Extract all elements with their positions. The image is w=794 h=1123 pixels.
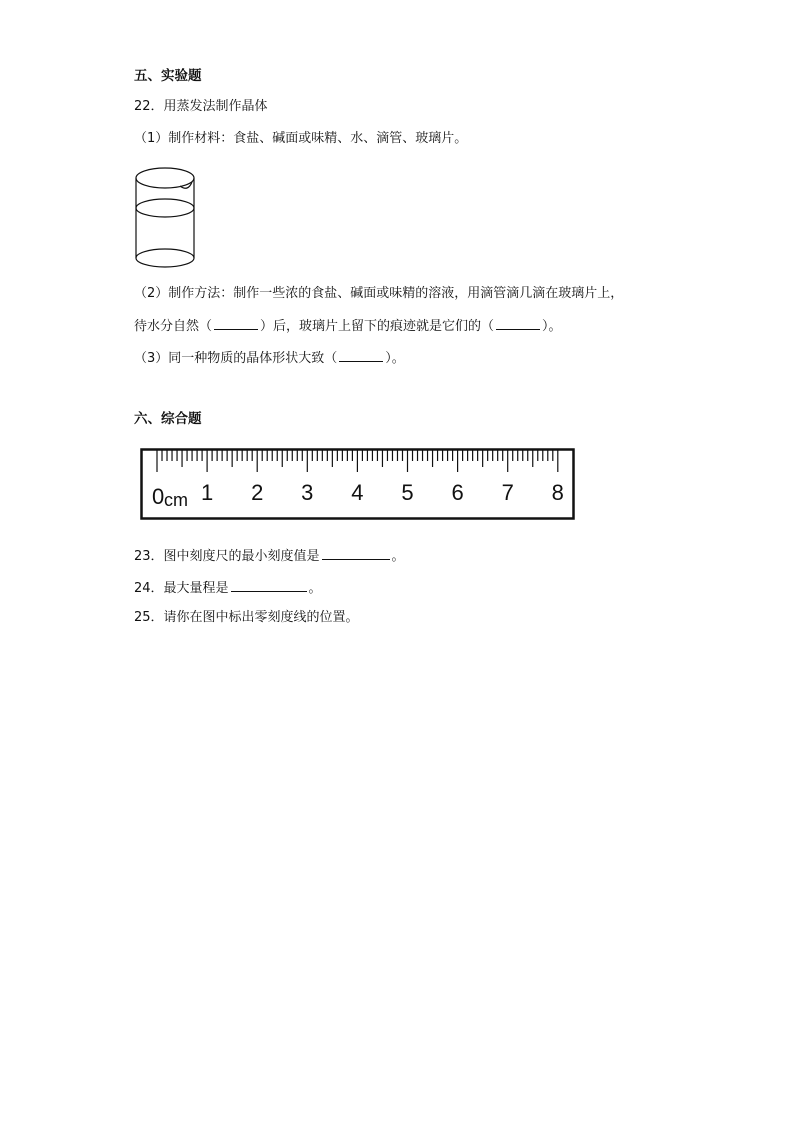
ruler-number-label: 6 [451, 480, 464, 505]
q24 [134, 578, 322, 598]
q23 [134, 546, 405, 566]
q23-text-1: 23．图中刻度尺的最小刻度值是 [134, 549, 320, 564]
q25: 25．请你在图中标出零刻度线的位置。 [134, 610, 359, 625]
q22-shape-text-1: （3）同一种物质的晶体形状大致（ [134, 351, 338, 366]
q24-text-2: 。 [308, 581, 322, 596]
q22-title: 22．用蒸发法制作晶体 [134, 99, 268, 114]
ruler-illustration [140, 448, 576, 522]
q22-method-text-3: ）。 [542, 319, 562, 334]
q22-method-text-1: 待水分自然（ [134, 319, 213, 334]
q22-materials: （1）制作材料：食盐、碱面或味精、水、滴管、玻璃片。 [134, 131, 468, 146]
answer-blank-shape[interactable] [339, 348, 383, 362]
ruler-unit-label: cm [164, 490, 188, 510]
q22-method-line1: （2）制作方法：制作一些浓的食盐、碱面或味精的溶液，用滴管滴几滴在玻璃片上， [134, 286, 624, 301]
answer-blank-crystal[interactable] [496, 316, 540, 330]
ruler-number-label: 2 [251, 480, 264, 505]
answer-blank-min-scale[interactable] [322, 546, 390, 560]
q24-text-1: 24．最大量程是 [134, 581, 229, 596]
section5-heading: 五、实验题 [134, 68, 202, 84]
q22-shape [134, 348, 405, 368]
q22-shape-text-2: ）。 [385, 351, 405, 366]
ruler-number-label: 3 [301, 480, 314, 505]
section6-heading: 六、综合题 [134, 411, 202, 427]
ruler-number-label: 5 [401, 480, 414, 505]
ruler-number-label: 8 [551, 480, 564, 505]
ruler-number-label: 7 [501, 480, 514, 505]
q23-text-2: 。 [391, 549, 405, 564]
answer-blank-evaporate[interactable] [214, 316, 258, 330]
ruler-number-label: 4 [351, 480, 364, 505]
q22-method-line2 [134, 316, 562, 336]
answer-blank-max-range[interactable] [231, 578, 307, 592]
ruler-number-label: 1 [200, 480, 214, 505]
q22-method-text-2: ）后，玻璃片上留下的痕迹就是它们的（ [260, 319, 495, 334]
ruler-zero-label: 0 [152, 484, 165, 509]
beaker-illustration [130, 164, 200, 274]
